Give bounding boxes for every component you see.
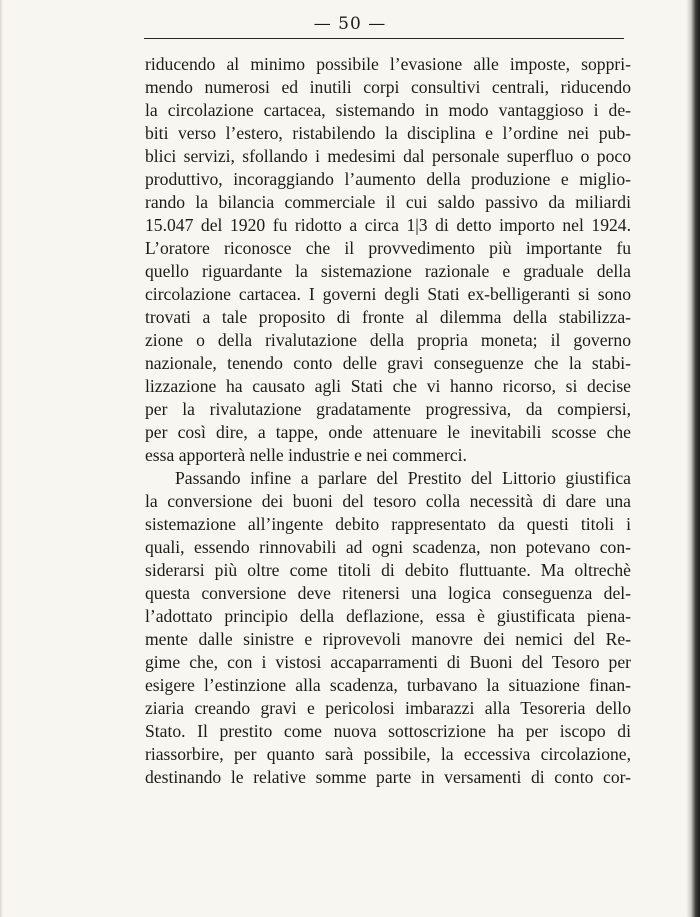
text-line: nazionale, tenendo conto delle gravi conseguenze che la stabi-: [145, 353, 631, 373]
text-line: la circolazione cartacea, sistemando in modo vantaggioso i de-: [145, 100, 631, 120]
text-line: per così dire, a tappe, onde attenuare le inevitabili scosse che: [145, 422, 631, 442]
text-line: l’adottato principio della deflazione, essa è giustificata piena-: [145, 606, 631, 626]
text-line: ziaria creando gravi e pericolosi imbarazzi alla Tesoreria dello: [145, 698, 631, 718]
text-line: quello riguardante la sistemazione razionale e graduale della: [145, 261, 631, 281]
text-line: esigere l’estinzione alla scadenza, turbavano la situazione finan-: [145, 675, 631, 695]
text-line: 15.047 del 1920 fu ridotto a circa 1|3 di detto importo nel 1924.: [145, 215, 631, 235]
text-line: per la rivalutazione gradatamente progressiva, da compiersi,: [145, 399, 631, 419]
text-line: questa conversione deve ritenersi una logica conseguenza del-: [145, 583, 631, 603]
text-line: riducendo al minimo possibile l’evasione alle imposte, soppri-: [145, 54, 631, 74]
text-line: mente dalle sinistre e riprovevoli manovre dei nemici del Re-: [145, 629, 631, 649]
text-line: quali, essendo rinnovabili ad ogni scadenza, non potevano con-: [145, 537, 631, 557]
text-line: siderarsi più oltre come titoli di debito fluttuante. Ma oltrechè: [145, 560, 631, 580]
text-line: blici servizi, sfollando i medesimi dal personale superfluo o poco: [145, 146, 631, 166]
text-line: trovati a tale proposito di fronte al dilemma della stabilizza-: [145, 307, 631, 327]
text-line: zione o della rivalutazione della propria moneta; il governo: [145, 330, 631, 350]
paragraph-end-line: essa apporterà nelle industrie e nei commerci.: [145, 445, 467, 465]
text-line: destinando le relative somme parte in versamenti di conto cor-: [145, 767, 631, 787]
paragraph-start-line: Passando infine a parlare del Prestito del Littorio giustifica: [175, 468, 631, 488]
text-line: produttivo, incoraggiando l’aumento della produzione e miglio-: [145, 169, 631, 189]
text-line: biti verso l’estero, ristabilendo la disciplina e l’ordine nei pub-: [145, 123, 631, 143]
header-rule: [144, 38, 624, 39]
page-number: — 50 —: [313, 14, 387, 34]
body-text: [145, 53, 631, 789]
text-line: mendo numerosi ed inutili corpi consultivi centrali, riducendo: [145, 77, 631, 97]
text-line: lizzazione ha causato agli Stati che vi hanno ricorso, si decise: [145, 376, 631, 396]
text-line: sistemazione all’ingente debito rappresentato da questi titoli i: [145, 514, 631, 534]
text-line: L’oratore riconosce che il provvedimento più importante fu: [145, 238, 631, 258]
page-edge-left: [0, 0, 3, 917]
text-line: la conversione dei buoni del tesoro colla necessità di dare una: [145, 491, 631, 511]
text-line: circolazione cartacea. I governi degli Stati ex-belligeranti si sono: [145, 284, 631, 304]
text-line: gime che, con i vistosi accaparramenti di Buoni del Tesoro per: [145, 652, 631, 672]
text-line: Stato. Il prestito come nuova sottoscrizione ha per iscopo di: [145, 721, 631, 741]
page-edge-shadow: [686, 0, 700, 917]
text-line: rando la bilancia commerciale il cui saldo passivo da miliardi: [145, 192, 631, 212]
text-line: riassorbire, per quanto sarà possibile, la eccessiva circolazione,: [145, 744, 631, 764]
